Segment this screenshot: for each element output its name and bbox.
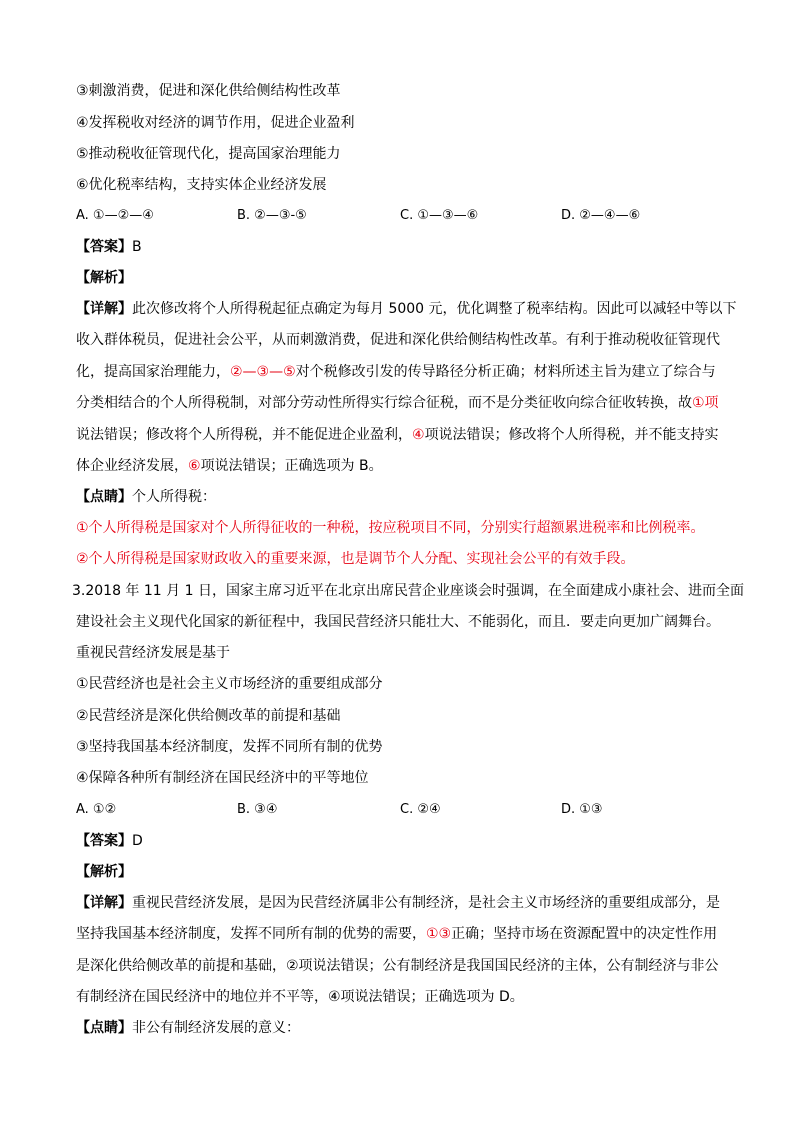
q2-detail-line-1	[76, 299, 737, 319]
q3-option-d: D. ①③	[561, 802, 603, 817]
detail-text: 项说法错误；修改将个人所得税，并不能支持实	[424, 427, 719, 443]
answer-value: D	[132, 833, 143, 849]
q3-stem-line-3: 重视民营经济发展是基于	[76, 645, 230, 661]
highlight-text: ①项	[692, 395, 719, 411]
q3-stem-line-2: 建设社会主义现代化国家的新征程中，我国民营经济只能壮大、不能弱化，而且．要走向更加广阔舞台。	[76, 614, 720, 630]
q2-option-c: C. ①—③—⑥	[400, 208, 479, 223]
q2-item-3: ③刺激消费，促进和深化供给侧结构性改革	[76, 83, 341, 99]
point-tag: 【点睛】	[76, 489, 132, 505]
q2-detail-line-3	[76, 362, 716, 382]
detail-text: 正确；坚持市场在资源配置中的决定性作用	[451, 926, 718, 942]
q2-point-2: ②个人所得税是国家财政收入的重要来源，也是调节个人分配、实现社会公平的有效手段。	[76, 551, 635, 567]
detail-text: 分类相结合的个人所得税制，对部分劳动性所得实行综合征税，而不是分类征收向综合征收转换，故	[76, 395, 692, 411]
detail-text: 说法错误；修改将个人所得税，并不能促进企业盈利，	[76, 427, 412, 443]
detail-text: 体企业经济发展，	[76, 458, 188, 474]
q3-option-a: A. ①②	[76, 802, 117, 817]
detail-tag: 【详解】	[76, 301, 132, 317]
q2-option-b: B. ②—③-⑤	[237, 208, 307, 223]
answer-tag: 【答案】	[76, 239, 132, 255]
q3-stem-line-1: 3.2018 年 11 月 1 日，国家主席习近平在北京出席民营企业座谈会时强调，在全面建成小康社会、进而全面	[72, 583, 744, 599]
q2-analysis-tag: 【解析】	[76, 270, 132, 286]
detail-text: 坚持我国基本经济制度，发挥不同所有制的优势的需要，	[76, 926, 426, 942]
q3-item-2: ②民营经济是深化供给侧改革的前提和基础	[76, 708, 341, 724]
q2-detail-line-5	[76, 425, 719, 445]
q3-answer	[76, 831, 143, 851]
highlight-text: ④	[412, 427, 425, 443]
q2-option-d: D. ②—④—⑥	[561, 208, 641, 223]
q3-option-c: C. ②④	[400, 802, 441, 817]
q2-detail-line-6	[76, 456, 383, 476]
q3-detail-line-4: 有制经济在国民经济中的地位并不平等，④项说法错误；正确选项为 D。	[76, 989, 524, 1005]
highlight-text: ①③	[426, 926, 452, 942]
q3-detail-line-1	[76, 893, 720, 913]
q2-item-4: ④发挥税收对经济的调节作用，促进企业盈利	[76, 115, 355, 131]
point-title: 非公有制经济发展的意义：	[132, 1020, 300, 1036]
highlight-text: ⑥	[188, 458, 201, 474]
point-tag: 【点睛】	[76, 1020, 132, 1036]
q2-answer	[76, 237, 142, 257]
q2-detail-line-2: 收入群体税员，促进社会公平，从而刺激消费，促进和深化供给侧结构性改革。有利于推动税收征管现代	[76, 332, 720, 348]
q2-item-6: ⑥优化税率结构，支持实体企业经济发展	[76, 177, 327, 193]
q3-analysis-tag: 【解析】	[76, 864, 132, 880]
q3-detail-line-3: 是深化供给侧改革的前提和基础，②项说法错误；公有制经济是我国国民经济的主体，公有制经济与非公	[76, 958, 719, 974]
detail-text: 项说法错误；正确选项为 B。	[200, 458, 383, 474]
q3-item-4: ④保障各种所有制经济在国民经济中的平等地位	[76, 770, 369, 786]
highlight-text: ②—③—⑤	[230, 364, 296, 380]
q3-item-3: ③坚持我国基本经济制度，发挥不同所有制的优势	[76, 739, 383, 755]
point-title: 个人所得税：	[132, 489, 216, 505]
detail-text: 重视民营经济发展，是因为民营经济属非公有制经济，是社会主义市场经济的重要组成部分，是	[132, 895, 720, 911]
q3-detail-line-2	[76, 924, 717, 944]
q2-item-5: ⑤推动税收征管现代化，提高国家治理能力	[76, 146, 341, 162]
q2-point-1: ①个人所得税是国家对个人所得征收的一种税，按应税项目不同，分别实行超额累进税率和比例税率。	[76, 520, 705, 536]
q2-option-a: A. ①—②—④	[76, 208, 154, 223]
detail-text: 对个税修改引发的传导路径分析正确；材料所述主旨为建立了综合与	[295, 364, 716, 380]
q3-item-1: ①民营经济也是社会主义市场经济的重要组成部分	[76, 676, 383, 692]
answer-value: B	[132, 239, 142, 255]
q3-option-b: B. ③④	[237, 802, 278, 817]
detail-tag: 【详解】	[76, 895, 132, 911]
detail-text: 此次修改将个人所得税起征点确定为每月 5000 元，优化调整了税率结构。因此可以减轻中等以下	[132, 301, 737, 317]
answer-tag: 【答案】	[76, 833, 132, 849]
q3-point	[76, 1018, 300, 1038]
q2-point	[76, 487, 216, 507]
detail-text: 化，提高国家治理能力，	[76, 364, 230, 380]
q2-detail-line-4	[76, 393, 719, 413]
